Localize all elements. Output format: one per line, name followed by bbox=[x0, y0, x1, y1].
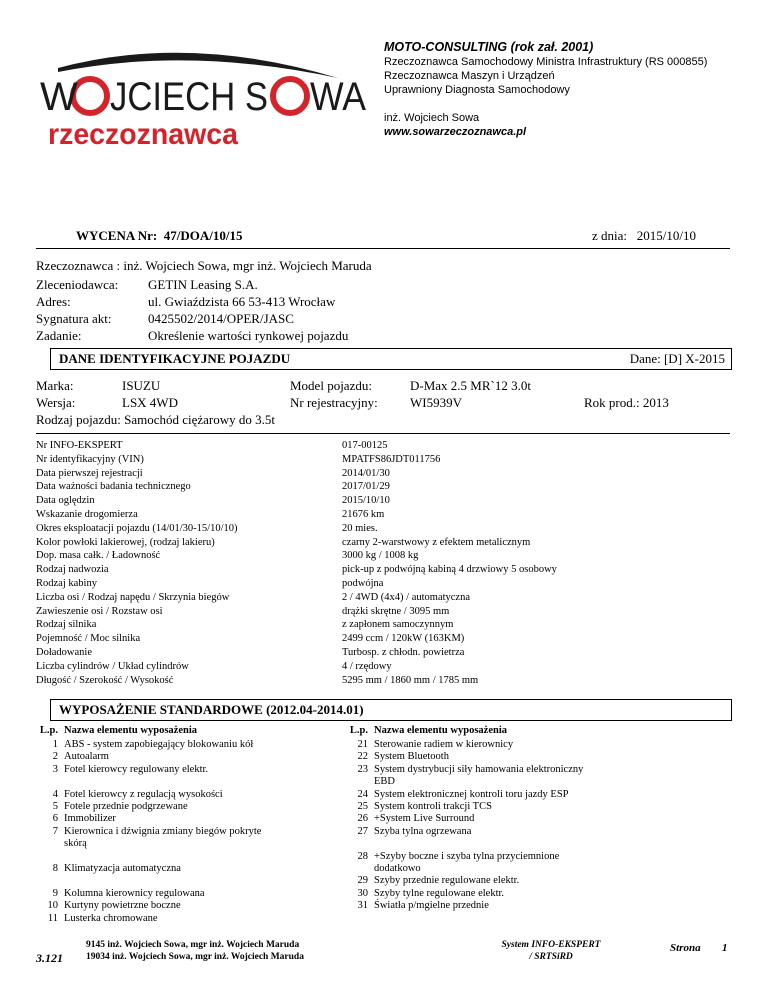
detail-label: Długość / Szerokość / Wysokość bbox=[36, 674, 174, 686]
equipment-lp: 25 bbox=[357, 801, 368, 812]
equipment-lp: 10 bbox=[47, 900, 58, 912]
company-person: inż. Wojciech Sowa bbox=[384, 112, 480, 124]
marka-label: Marka: bbox=[36, 378, 74, 393]
detail-value: MPATFS86JDT011756 bbox=[342, 453, 441, 465]
equipment-lp-header: L.p. bbox=[39, 725, 58, 736]
detail-value: 2014/01/30 bbox=[342, 467, 390, 479]
equipment-item: ABS - system zapobiegający blokowaniu kół bbox=[64, 739, 254, 750]
section-header-equipment bbox=[50, 699, 732, 721]
rok-prod: Rok prod.: 2013 bbox=[584, 395, 669, 410]
vehicle-type: Rodzaj pojazdu: Samochód ciężarowy do 3.5t bbox=[36, 412, 275, 427]
equipment-item: Autoalarm bbox=[64, 751, 109, 763]
equipment-item: Kolumna kierownicy regulowana bbox=[64, 887, 205, 899]
detail-label: Dop. masa całk. / Ładowność bbox=[36, 550, 161, 562]
equipment-lp: 6 bbox=[52, 813, 58, 825]
detail-label: Data oględzin bbox=[36, 495, 95, 507]
footer-version: 3.121 bbox=[36, 951, 63, 965]
client-value: 0425502/2014/OPER/JASC bbox=[148, 311, 294, 326]
nr-rej-value: WI5939V bbox=[410, 395, 462, 410]
logo-red-ring-2 bbox=[273, 79, 307, 113]
footer-page-number: 1 bbox=[722, 942, 728, 954]
section-title: DANE IDENTYFIKACYJNE POJAZDU bbox=[59, 351, 291, 366]
detail-value: 20 mies. bbox=[342, 522, 378, 534]
client-value: ul. Gwiaździsta 66 53-413 Wrocław bbox=[148, 294, 336, 309]
detail-value: czarny 2-warstwowy z efektem metalicznym bbox=[342, 536, 531, 548]
equipment-item: EBD bbox=[374, 776, 395, 788]
valuation-number-value: 47/DOA/10/15 bbox=[163, 228, 243, 243]
company-line: Uprawniony Diagnosta Samochodowy bbox=[384, 84, 570, 96]
equipment-item: System dystrybucji siły hamowania elektroniczny bbox=[374, 763, 584, 775]
detail-label: Doładowanie bbox=[36, 647, 92, 658]
equipment-lp: 22 bbox=[357, 751, 368, 763]
logo-text-w: W bbox=[40, 75, 78, 119]
valuation-date-label: z dnia: bbox=[592, 228, 628, 243]
model-label: Model pojazdu: bbox=[290, 378, 372, 393]
detail-value: 2015/10/10 bbox=[342, 495, 390, 507]
equipment-lp: 23 bbox=[357, 763, 368, 775]
equipment-item: Kurtyny powietrzne boczne bbox=[64, 900, 181, 912]
equipment-item: Immobilizer bbox=[64, 813, 116, 825]
wersja-label: Wersja: bbox=[36, 395, 76, 410]
wersja-value: LSX 4WD bbox=[122, 395, 178, 410]
equipment-item: +System Live Surround bbox=[374, 813, 475, 825]
equipment-item: Klimatyzacja automatyczna bbox=[64, 863, 181, 874]
footer-line: 9145 inż. Wojciech Sowa, mgr inż. Wojciech Maruda bbox=[86, 940, 300, 950]
detail-label: Data pierwszej rejestracji bbox=[36, 467, 143, 479]
detail-value: 2499 ccm / 120kW (163KM) bbox=[342, 633, 465, 645]
equipment-item: Fotele przednie podgrzewane bbox=[64, 801, 188, 812]
equipment-lp: 3 bbox=[52, 763, 58, 775]
company-line: Rzeczoznawca Samochodowy Ministra Infrastruktury (RS 000855) bbox=[384, 56, 708, 68]
footer-system-sub: / SRTSiRD bbox=[529, 952, 573, 962]
section-header-identification bbox=[50, 348, 732, 370]
detail-value: 2 / 4WD (4x4) / automatyczna bbox=[342, 591, 470, 603]
equipment-item: Szyby tylne regulowane elektr. bbox=[374, 887, 505, 899]
valuation-date-value: 2015/10/10 bbox=[636, 228, 696, 243]
equipment-name-header: Nazwa elementu wyposażenia bbox=[374, 725, 507, 736]
equipment-name-header: Nazwa elementu wyposażenia bbox=[64, 725, 197, 736]
equipment-item: System Bluetooth bbox=[374, 751, 449, 763]
equipment-item: Szyba tylna ogrzewana bbox=[374, 825, 472, 837]
company-line: Rzeczoznawca Maszyn i Urządzeń bbox=[384, 70, 555, 82]
detail-value: 4 / rzędowy bbox=[342, 660, 392, 672]
valuation-date bbox=[592, 228, 696, 244]
detail-label: Pojemność / Moc silnika bbox=[36, 633, 141, 645]
divider bbox=[36, 248, 730, 249]
section-title: WYPOSAŻENIE STANDARDOWE (2012.04-2014.01) bbox=[59, 702, 364, 717]
marka-value: ISUZU bbox=[122, 378, 161, 393]
equipment-lp: 27 bbox=[357, 825, 368, 837]
equipment-lp: 28 bbox=[357, 850, 368, 862]
logo-subtitle: rzeczoznawca bbox=[48, 118, 239, 151]
detail-value: drążki skrętne / 3095 mm bbox=[342, 605, 450, 617]
logo-red-ring-1 bbox=[73, 79, 107, 113]
client-value: GETIN Leasing S.A. bbox=[148, 277, 258, 292]
logo-graphic bbox=[38, 38, 368, 158]
detail-label: Nr INFO-EKSPERT bbox=[36, 440, 123, 451]
equipment-item: Fotel kierowcy regulowany elektr. bbox=[64, 763, 209, 775]
equipment-lp: 21 bbox=[357, 739, 368, 750]
equipment-lp: 7 bbox=[52, 825, 58, 837]
detail-value: 21676 km bbox=[342, 509, 385, 520]
detail-label: Liczba osi / Rodzaj napędu / Skrzynia biegów bbox=[36, 591, 230, 603]
client-value: Określenie wartości rynkowej pojazdu bbox=[148, 328, 349, 343]
equipment-lp: 8 bbox=[52, 863, 58, 874]
equipment-item: dodatkowo bbox=[374, 863, 421, 874]
equipment-item: Światła p/mgielne przednie bbox=[374, 900, 489, 912]
detail-value: 3000 kg / 1008 kg bbox=[342, 550, 419, 562]
detail-label: Rodzaj kabiny bbox=[36, 578, 97, 589]
client-label: Sygnatura akt: bbox=[36, 311, 112, 326]
equipment-item: System kontroli trakcji TCS bbox=[374, 801, 492, 812]
equipment-lp-header: L.p. bbox=[349, 725, 368, 736]
equipment-item: Szyby przednie regulowane elektr. bbox=[374, 875, 520, 887]
detail-value: 5295 mm / 1860 mm / 1785 mm bbox=[342, 674, 479, 686]
detail-label: Rodzaj nadwozia bbox=[36, 564, 109, 576]
client-label: Zleceniodawca: bbox=[36, 277, 119, 292]
detail-label: Nr identyfikacyjny (VIN) bbox=[36, 453, 144, 465]
equipment-item: Kierownica i dźwignia zmiany biegów pokryte bbox=[64, 825, 262, 837]
divider bbox=[36, 433, 730, 434]
equipment-lp: 31 bbox=[357, 900, 368, 912]
detail-label: Kolor powłoki lakierowej, (rodzaj lakieru) bbox=[36, 536, 215, 548]
logo-text-mid: JCIECH S bbox=[110, 75, 268, 119]
equipment-lp: 5 bbox=[52, 801, 58, 812]
equipment-item: Lusterka chromowane bbox=[64, 912, 158, 924]
equipment-lp: 29 bbox=[357, 875, 368, 887]
equipment-item: System elektronicznej kontroli toru jazdy ESP bbox=[374, 788, 569, 800]
equipment-lp: 26 bbox=[357, 813, 368, 825]
equipment-item: Fotel kierowcy z regulacją wysokości bbox=[64, 788, 223, 800]
footer-ids bbox=[86, 939, 304, 963]
detail-label: Liczba cylindrów / Układ cylindrów bbox=[36, 660, 189, 672]
equipment-item: Sterowanie radiem w kierownicy bbox=[374, 739, 514, 750]
valuation-number-label: WYCENA Nr: bbox=[76, 228, 158, 243]
detail-value: podwójna bbox=[342, 578, 384, 589]
company-logo bbox=[38, 38, 368, 158]
detail-label: Rodzaj silnika bbox=[36, 619, 97, 631]
company-website: www.sowarzeczoznawca.pl bbox=[384, 126, 527, 138]
detail-value: 017-00125 bbox=[342, 440, 388, 451]
equipment-lp: 2 bbox=[52, 751, 58, 763]
equipment-lp: 4 bbox=[52, 788, 58, 800]
equipment-lp: 30 bbox=[357, 887, 368, 899]
client-label: Zadanie: bbox=[36, 328, 82, 343]
detail-label: Okres eksploatacji pojazdu (14/01/30-15/10/10) bbox=[36, 522, 238, 534]
detail-label: Data ważności badania technicznego bbox=[36, 481, 191, 493]
experts: Rzeczoznawca : inż. Wojciech Sowa, mgr inż. Wojciech Maruda bbox=[36, 258, 372, 273]
model-value: D-Max 2.5 MR`12 3.0t bbox=[410, 378, 531, 393]
footer-system-name: System INFO-EKSPERT bbox=[501, 940, 601, 950]
detail-value: Turbosp. z chłodn. powietrza bbox=[342, 647, 465, 658]
detail-value: z zapłonem samoczynnym bbox=[342, 619, 454, 631]
client-label: Adres: bbox=[36, 294, 71, 309]
footer-page-label: Strona bbox=[670, 942, 701, 954]
equipment-lp: 24 bbox=[357, 788, 368, 800]
footer-line: 19034 inż. Wojciech Sowa, mgr inż. Wojciech Maruda bbox=[86, 952, 304, 962]
logo-text-end: WA bbox=[310, 75, 367, 119]
nr-rej-label: Nr rejestracyjny: bbox=[290, 395, 378, 410]
equipment-lp: 1 bbox=[52, 739, 58, 750]
equipment-item: skórą bbox=[64, 838, 87, 850]
valuation-number bbox=[76, 228, 242, 244]
section-data-source: Dane: [D] X-2015 bbox=[629, 351, 725, 366]
footer-system bbox=[496, 939, 606, 963]
equipment-lp: 9 bbox=[52, 887, 58, 899]
equipment-lp: 11 bbox=[47, 912, 58, 924]
detail-label: Wskazanie drogomierza bbox=[36, 509, 138, 520]
detail-value: pick-up z podwójną kabiną 4 drzwiowy 5 osobowy bbox=[342, 564, 557, 576]
detail-label: Zawieszenie osi / Rozstaw osi bbox=[36, 605, 163, 617]
detail-value: 2017/01/29 bbox=[342, 481, 390, 493]
company-info bbox=[384, 40, 754, 139]
company-name: MOTO-CONSULTING (rok zał. 2001) bbox=[384, 40, 594, 54]
equipment-item: +Szyby boczne i szyba tylna przyciemnione bbox=[374, 850, 560, 862]
